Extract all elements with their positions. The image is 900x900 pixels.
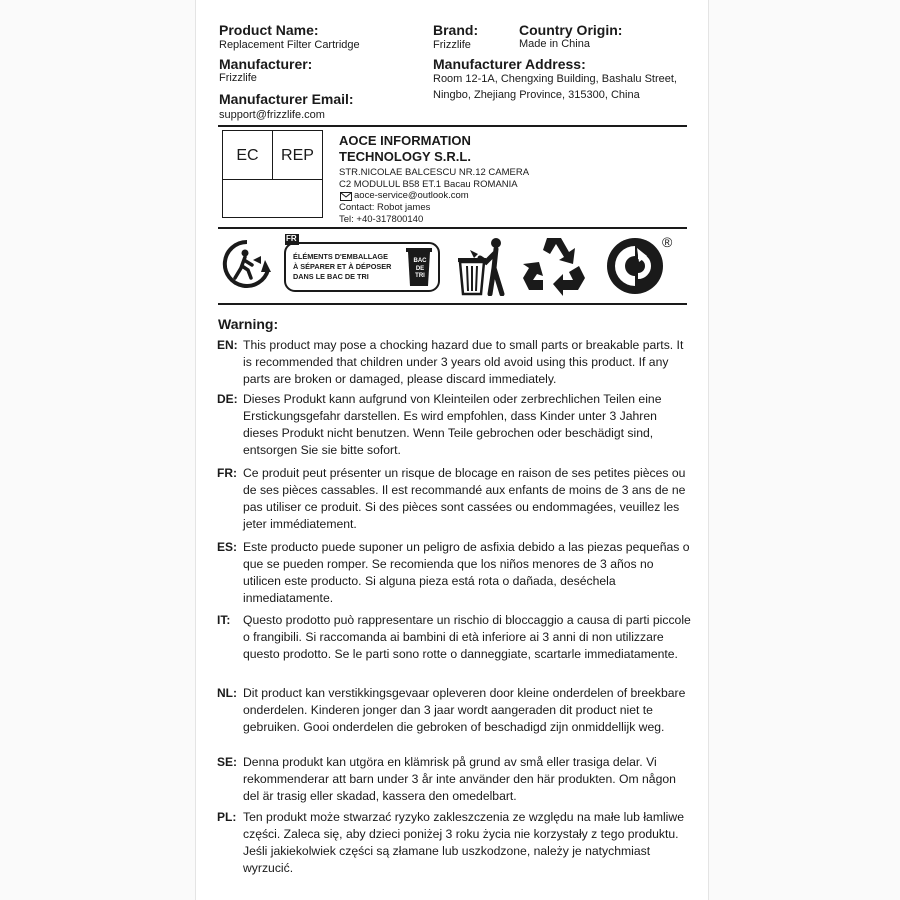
ec-box: EC [222,130,273,180]
warning-lang-se: SE: [217,755,238,769]
warning-lang-es: ES: [217,540,238,554]
bin-text-3: TRI [415,273,425,279]
ec-rep-name-line2: TECHNOLOGY S.R.L. [339,149,471,164]
divider [218,227,687,229]
divider [218,125,687,127]
manufacturer-email-label: Manufacturer Email: [219,91,354,107]
triman-icon [221,238,273,290]
warning-lang-de: DE: [217,392,238,406]
ec-rep-tel: Tel: +40-317800140 [339,214,424,225]
bin-text-1: BAC [413,258,427,264]
rep-box: REP [272,130,323,180]
envelope-icon [340,192,352,201]
triman-info-badge [284,234,440,292]
product-name-label: Product Name: [219,22,319,38]
warning-text-pl: Ten produkt może stwarzać ryzyko zakleszczenia ze względu na małe lub łamliwe części. Zaleca się, aby dzieci poniżej 3 roku życia nie korzystały z tego produktu. Jeśli jakiekolwiek części są złamane lub uszkodzone, należy je natychmiast wyrzucić. [243,810,684,875]
warning-lang-pl: PL: [217,810,237,824]
warning-lang-nl: NL: [217,686,237,700]
bin-text-2: DE [415,265,425,272]
warning-text-se: Denna produkt kan utgöra en klämrisk på grund av små eller trasiga delar. Vi rekommenderar att barn under 3 år inte använder den här produkten. Om någon del är trasig eller skadad, kassera den omedelbart. [243,755,676,803]
country-origin-value: Made in China [519,38,590,50]
green-dot-icon [605,236,665,296]
divider [218,303,687,305]
ec-rep-address-line2: C2 MODULUL B58 ET.1 Bacau ROMANIA [339,179,518,190]
tidyman-icon [456,236,510,296]
triman-text-line2: À SÉPARER ET À DÉPOSER [293,262,392,271]
country-origin-label: Country Origin: [519,22,623,38]
ec-rep-name-line1: AOCE INFORMATION [339,133,471,148]
ec-rep-contact: Contact: Robot james [339,202,431,213]
bin-label [412,258,428,281]
brand-label: Brand: [433,22,479,38]
manufacturer-value: Frizzlife [219,72,257,84]
warning-text-en: This product may pose a chocking hazard due to small parts or breakable parts. It is recommended that children under 3 years old avoid using this product. If any parts are broken or damaged, please discard immediately. [243,338,684,386]
triman-text-line3: DANS LE BAC DE TRI [293,272,369,281]
warning-lang-fr: FR: [217,466,237,480]
manufacturer-email-value: support@frizzlife.com [219,109,325,121]
warning-text-it: Questo prodotto può rappresentare un rischio di bloccaggio a causa di parti piccole o frangibili. Si raccomanda ai bambini di età inferiore ai 3 anni di non utilizzare questo prodotto. Se le parti sono rotte o danneggiate, scartarle immediatamente. [243,613,691,661]
ec-rep-frame [222,180,323,218]
manufacturer-label: Manufacturer: [219,56,313,72]
manufacturer-address-line1: Room 12-1A, Chengxing Building, Bashalu Street, [433,73,677,85]
triman-text-line1: ÉLÉMENTS D'EMBALLAGE [293,252,388,261]
warning-text-fr: Ce produit peut présenter un risque de blocage en raison de ses petites pièces ou de ses pièces cassables. Il est recommandé aux enfants de moins de 3 ans de ne pas utiliser ce produit. Si des pièces sont cassées ou endommagées, veuillez les jeter immédiatement. [243,466,686,531]
manufacturer-address-line2: Ningbo, Zhejiang Province, 315300, China [433,89,640,101]
registered-mark: ® [662,234,673,250]
brand-value: Frizzlife [433,39,471,51]
recycle-icon [521,234,587,296]
warning-text-nl: Dit product kan verstikkingsgevaar opleveren door kleine onderdelen of breekbare onderdelen. Kinderen jonger dan 3 jaar wordt aangeraden dit product niet te gebruiken. Gooi onderdelen die gebroken of beschadigd zijn onmiddellijk weg. [243,686,686,734]
warning-text-de: Dieses Produkt kann aufgrund von Kleinteilen oder zerbrechlichen Teilen eine Erstickungsgefahr darstellen. Es wird empfohlen, dass Kinder unter 3 Jahren dieses Produkt nicht benutzen. Wenn Teile gebrochen oder beschädigt sind, entsorgen Sie sie bitte sofort. [243,392,662,457]
warning-title: Warning: [218,316,279,332]
manufacturer-address-label: Manufacturer Address: [433,56,586,72]
fr-tag: FR [286,234,297,243]
product-name-value: Replacement Filter Cartridge [219,39,360,51]
ec-rep-email: aoce-service@outlook.com [354,190,469,201]
ec-rep-address-line1: STR.NICOLAE BALCESCU NR.12 CAMERA [339,167,530,178]
warning-lang-it: IT: [217,613,231,627]
warning-text-es: Este producto puede suponer un peligro de asfixia debido a las piezas pequeñas o que se pueden romper. Se recomienda que los niños menores de 3 años no utilicen este producto. Si alguna pieza está rota o dañada, deséchela inmediatamente. [243,540,690,605]
warning-lang-en: EN: [217,338,238,352]
